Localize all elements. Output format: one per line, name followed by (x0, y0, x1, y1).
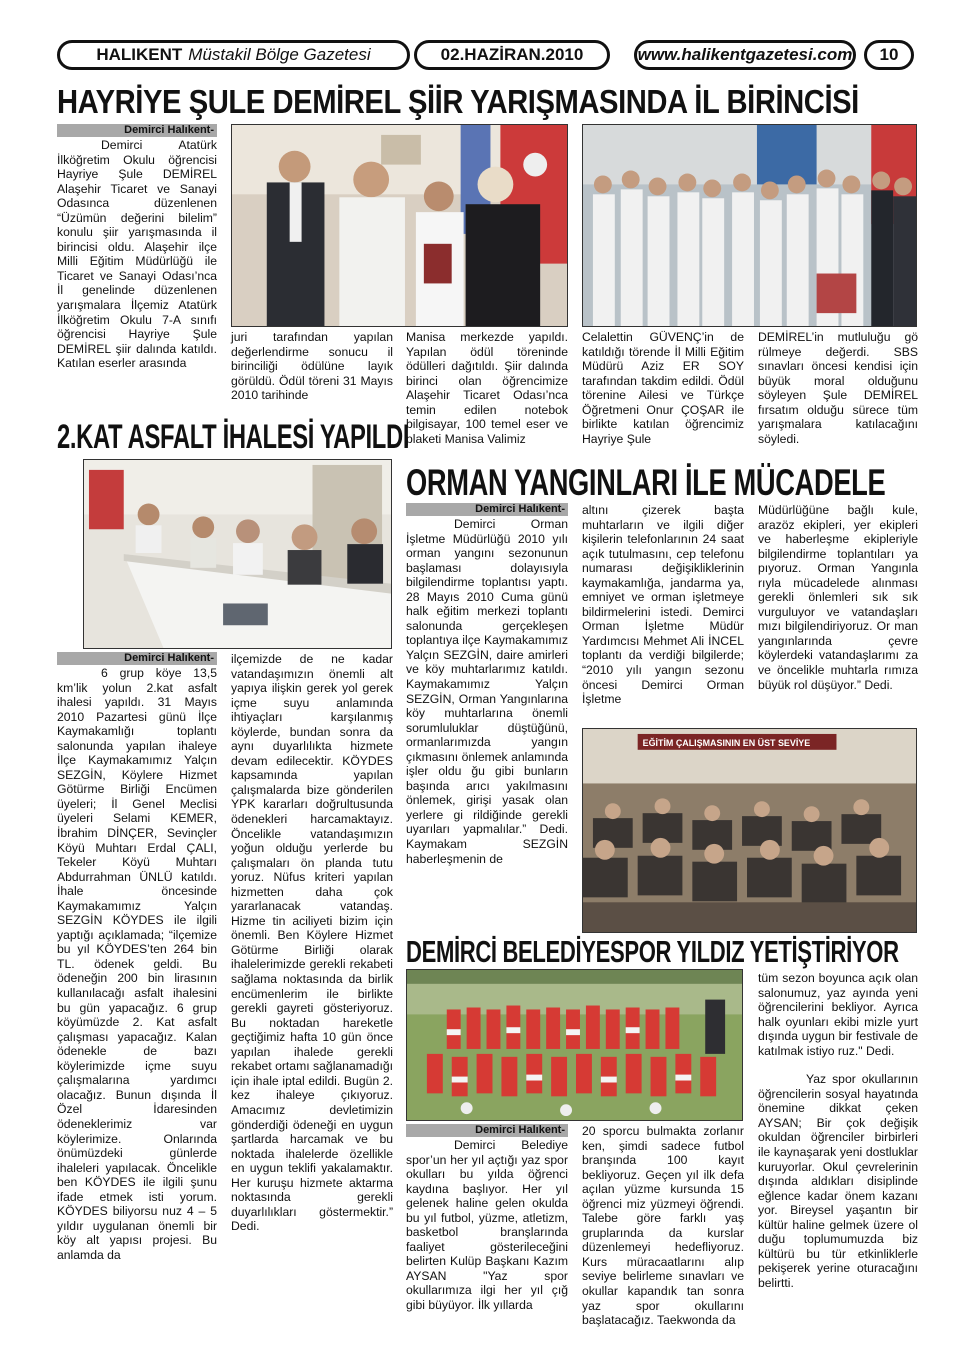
article3-text-3: Müdürlüğüne bağlı kule, arazöz ekipleri, yer ekipleri ve haberleşme ekipleriyle bilgilendirme toplantıları ya pıyoruz. Orman Yangınla rıyla mücadelede alınması gerekli önlemleri sık sık vurguluyor ve vatandaşları mızı bilgilendiriyoruz. Or man yangınlarında çevre köylerdeki vatandaşlarımı za ve öncelikle muhtarla rımıza büyük rol düşüyor.” Dedi. (758, 503, 918, 692)
article4-byline: Demirci Halıkent- (406, 1124, 568, 1137)
article2-text-1: 6 grup köye 13,5 km’lik yolun 2.kat asfalt ihalesi yapıldı. 31 Mayıs 2010 Pazartesi günü İlçe Kaymakamlığı toplantı salonunda yapılan ihaleye İlçe Kaymakamımız Yalçın SEZGİN, Köylere Hizmet Götürme Birliği Encümen üyeleri; İl Genel Meclisi üyeleri Selami KEMER, İbrahim DİNÇER, Sevinçler Köyü Muhtarı Erdal ÇALI, Tekeler Köyü Muhtarı Abdurrahman ÜNLÜ katıldı. İhale öncesinde Kaymakamımız Yalçın SEZGİN KÖYDES ile ilgili yaptığı açıklamada; “ilçemize bu yıl KÖYDES’ten 264 bin TL. ödenek geldi. Bu ödeneğin 200 bin lirasının kullanılacağı asfalt ihalesini bu gün yapacağız. 6 grup köyümüzde 2. Kat asfalt çalışması yapacağız. Kalan ödenekle de bazı köylerimizde içme suyu çalışmalarına yardımcı olacağız. Bunun dışında İl Özel İdaresinden ödeneklerimiz var köylerimize. Onlarında önümüzdeki günlerde ihaleleri yapılacak. Öncelikle ben KÖYDES ile ilgili şunu ifade etmek isti yorum. KÖYDES biliyorsu nuz 4 – 5 yıldır uygulanan önemli bir köy alt yapısı projesi. Bu anlamda da (57, 666, 217, 1262)
date-box (414, 40, 610, 70)
article1-text-1: Demirci Atatürk İlköğretim Okulu öğrencisi Hayriye Şule DEMİREL Alaşehir Ticaret ve Sanayi Odasınca düzenlenen “Üzümün değerini bilelim” konulu şiir yarışmasında il birincisi oldu. Alaşehir ilçe Milli Eğitim Müdürlüğü ile Ticaret ve Sanayi Odası’nca İl genelinde düzenlenen yarışmalara İlçemiz Atatürk İlköğretim Okulu 7-A sınıfı öğrencisi Hayriye Şule DEMİREL şiir dalında katıldı. Katılan eserler arasında (57, 138, 217, 371)
page-number: 10 (879, 45, 899, 64)
article2-column-1 (57, 652, 217, 1316)
paper-name: HALIKENT (96, 45, 183, 64)
article2-headline: 2.KAT ASFALT İHALESİ YAPILDI (57, 418, 410, 456)
page-number-box (864, 40, 914, 70)
photo-award-ceremony (231, 124, 568, 327)
article1-headline: HAYRİYE ŞULE DEMİREL ŞİİR YARIŞMASINDA İL BİRİNCİSİ (57, 83, 859, 120)
article2-byline: Demirci Halıkent- (57, 652, 217, 665)
website-box (634, 40, 856, 70)
article3-text-2: altını çizerek başta muhtarların ve ilgili diğer kişilerin telefonlarının 24 saat açık tutulmasını, cep telefonu numarası değişikliklerinin kaymakamlığa, jandarma ya, emniyet ve orman işletmeye bildirmelerini istedi. Demirci Orman İşletme Müdür Yardımcısı Mehmet Ali İNCEL toplantı da verdiği bilgilerde; “2010 yılı yangın sezonu öncesi Demirci Orman İşletme (582, 503, 744, 707)
article3-column-2 (582, 503, 744, 723)
article1-column-2 (231, 330, 393, 410)
article4-headline: DEMİRCİ BELEDİYESPOR YILDIZ YETİŞTİRİYOR (406, 934, 899, 969)
photo-football-team (406, 969, 743, 1121)
article4-text-2: 20 sporcu bulmakta zorlanır ken, şimdi sadece futbol branşında 100 kayıt bekliyoruz. Geçen yıl ilk defa açılan yüzme kursunda 15 öğrenci miz yüzmeyi öğrendi. Talebe göre farklı yaş gruplarında da kurslar düzenlemeyi hedefliyoruz. Kurs müracaatlarını alıp seviye belirleme sınavları ve okullar kapandık tan sonra yaz spor okullarını başlatacağız. Taekwonda da (582, 1124, 744, 1328)
masthead-box (57, 40, 410, 70)
article4-column-3 (758, 971, 918, 1316)
hall-banner-text: EĞİTİM ÇALIŞMASININ EN ÜST SEVİYE (642, 737, 811, 748)
article4-column-1 (406, 1124, 568, 1316)
paper-subtitle: Müstakil Bölge Gazetesi (188, 45, 371, 64)
article1-byline: Demirci Halıkent- (57, 124, 217, 137)
website-url[interactable]: www.halikentgazetesi.com (637, 45, 853, 64)
article3-column-3 (758, 503, 918, 723)
article1-column-1 (57, 124, 217, 410)
article1-text-4: Celalettin GÜVENÇ’in de katıldığı törende İl Milli Eğitim Müdürü Aziz ER SOY tarafından takdim edildi. Ödül törenine Ailesi ve Türkçe Öğretmeni Onur ÇOŞAR ile birlikte katılan öğrencimiz Hayriye Şule (582, 330, 744, 446)
article4-column-2 (582, 1124, 744, 1328)
article3-column-1 (406, 503, 568, 933)
article1-column-5 (758, 330, 918, 454)
article1-text-3: Manisa merkezde yapıldı. Yapılan ödül töreninde ödülleri dağıtıldı. Şiir dalında birinci olan öğrencimize Alaşehir Ticaret Odası’nca temin edilen notebok bilgisayar, 100 temel eser ve plaketi Manisa Valimiz (406, 330, 568, 446)
article3-text-1: Demirci Orman İşletme Müdürlüğü 2010 yılı orman yangını sezonunun başlaması dolayısıyla bilgilendirme toplantısı yaptı. 28 Mayıs 2010 Cuma günü halk eğitim merkezi toplantı salonunda gerçekleşen toplantıya ilçe Kaymakamımız Yalçın SEZGİN, daire amirleri ve köy muhtarlarımız katıldı. Kaymakamımız Yalçın SEZGİN, Orman Yangınlarına köy muhtarlarına önemli sorumluluklar düştüğünü, ormanlarımızda yangın çıkmasını önlemek anlamında işler oldu ğu gibi bunların başında arıcı yakılmasını önlemek, girişi yasak olan yerlere gi rildiğinde gerekli uyarıları yapmalılar.” Dedi. Kaymakam SEZGİN haberleşmenin de (406, 517, 568, 866)
article1-text-5: DEMİREL’in mutluluğu gö rülmeye değerdi. SBS sınavları öncesi kendisi için büyük moral olduğunu söyleyen Şule DEMİREL fırsatım olduğu sürece tüm yarışmalara katılacağını söyledi. (758, 330, 918, 446)
article1-column-4 (582, 330, 744, 454)
photo-students-group (582, 124, 917, 327)
article1-column-3 (406, 330, 568, 454)
photo-hall-audience (582, 728, 917, 933)
article3-headline: ORMAN YANGINLARI İLE MÜCADELE (406, 462, 886, 503)
article4-text-3b: Yaz spor okullarının öğrencilerin sosyal hayatında önemine dikkat çeken AYSAN; Bir çok değişik okuldan öğrenciler birbirleri ile kaynaşarak yeni dostluklar kuruyorlar. Okul çevrelerinin dışında aldıkları disiplinde eğlence kadar önem kazanı yor. Bireysel yaşantın bir kültür haline gelmek üzere ol duğu toplumumuzda biz kültürü bu tür etkinliklerle pekişerek yerine oturacağını belirtti. (758, 1072, 918, 1290)
article3-byline: Demirci Halıkent- (406, 503, 568, 516)
article1-text-2: juri tarafından yapılan değerlendirme sonucu il birinciliği ödülüne layık görüldü. Ödül töreni 31 Mayıs 2010 tarihinde (231, 330, 393, 403)
photo-tender-meeting (83, 459, 392, 649)
article2-column-2 (231, 652, 393, 1316)
article2-text-2: ilçemizde de ne kadar vatandaşımızın önemli alt yapıya ilişkin gerek yol gerek içme suyu anlamında ihtiyaçları karşılanmış köylerde, bundan sonra da aynı duyarlılıkta hizmete devam edilecektir. KÖYDES kapsamında yapılan çalışmalarda bize gönderilen YPK kararları doğrultusunda ödenekleri harcamaktayız. Öncelikle vatandaşımızın yoğun olduğu yerlerde bu çalışmaları ön planda tutu yoruz. Nüfus kriteri yapılan hizmetten daha çok yararlanacak vatandaş. Hizme tin aciliyeti bizim için önemli. Ben Köylere Hizmet Götürme Birliği olarak ihalelerimizde gerekli rekabeti sağlama noktasında da birlik encümenlerim ile birlikte gerekli gayreti gösteriyoruz. Bu noktadan hareketle geçtiğimiz hafta 10 gün önce yapılan ihalede gerekli rekabet ortamı sağlanamadığı için ihale iptal edildi. Bugün 2. kez ihaleye çıkıyoruz. Amacımız devletimizin gönderdiği ödeneği en uygun şartlarda harcamak ve bu noktada ihalelerde özellikle en uygun teklifi yakalamaktır. Her kuruşu hizmete aktarma noktasında gerekli duyarlılıkları göstermektir.” Dedi. (231, 652, 393, 1234)
issue-date: 02.HAZİRAN.2010 (440, 45, 584, 64)
article4-text-1: Demirci Belediye spor’un her yıl açtığı yaz spor okulları bu yılda öğrenci kaydına başlıyor. Her yıl gelenek haline gelen okulda bu yıl futbol, yüzme, atletizm, basketbol branşlarında faaliyet gösterileceğini belirten Kulüp Başkanı Kazım AYSAN "Yaz spor okullarımıza ilgi her yıl çığ gibi büyüyor. İlk yıllarda (406, 1138, 568, 1313)
article4-text-3a: tüm sezon boyunca açık olan salonumuz, yaz ayında yeni öğrencilerini bekliyor. Ayrıca halk oyunları ekibi mizle yurt dışında uygun bir festivale de katılmak istiyo ruz." Dedi. (758, 971, 918, 1058)
